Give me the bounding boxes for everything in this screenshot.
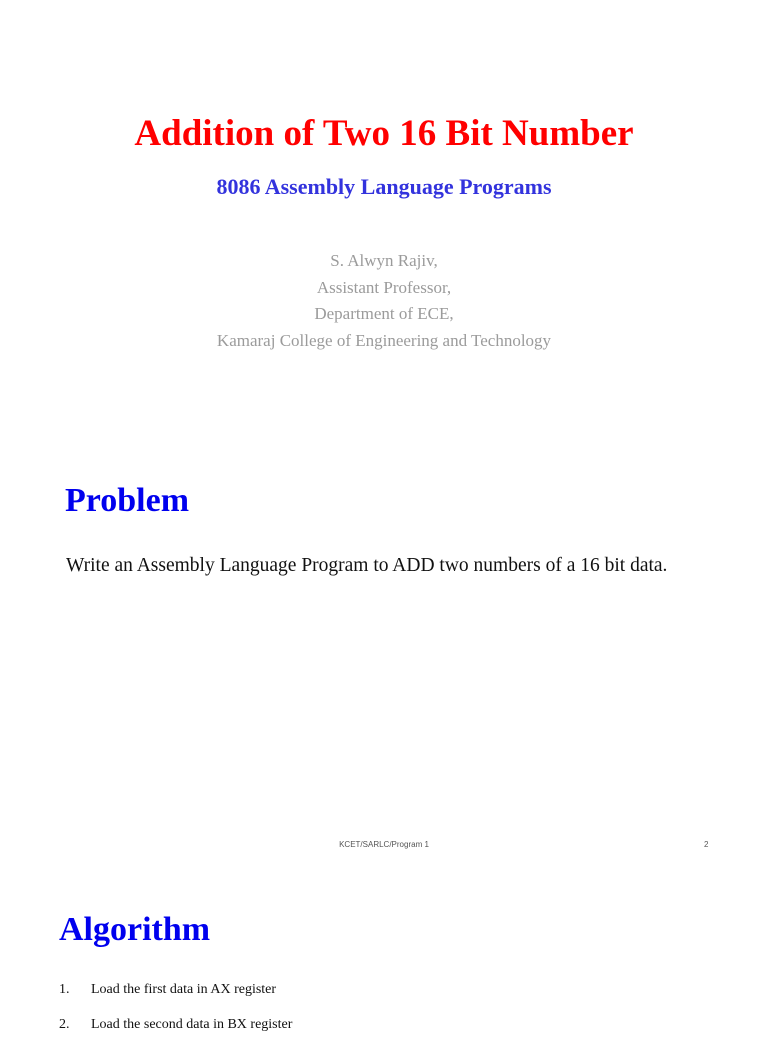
list-item <box>59 1007 292 1042</box>
algorithm-steps <box>59 972 292 1042</box>
author-institution: Kamaraj College of Engineering and Technology <box>216 330 552 350</box>
step-number: 2. <box>59 1017 70 1032</box>
algorithm-heading: Algorithm <box>59 911 211 948</box>
step-number: 1. <box>59 982 70 997</box>
list-item <box>59 972 292 1007</box>
problem-statement: Write an Assembly Language Program to ADD two numbers of a 16 bit data. <box>66 555 668 576</box>
problem-heading: Problem <box>65 482 190 519</box>
author-name: S. Alwyn Rajiv, <box>330 251 438 270</box>
step-text: Load the second data in BX register <box>91 1017 293 1032</box>
slide-footer: KCET/SARLC/Program 1 <box>339 840 429 849</box>
page-number: 2 <box>704 840 709 849</box>
slide-subtitle: 8086 Assembly Language Programs <box>216 174 552 199</box>
step-text: Load the first data in AX register <box>91 982 277 997</box>
slide-title: Addition of Two 16 Bit Number <box>134 113 634 154</box>
author-position: Assistant Professor, <box>316 277 452 297</box>
author-department: Department of ECE, <box>314 304 454 323</box>
author-block <box>0 248 768 354</box>
